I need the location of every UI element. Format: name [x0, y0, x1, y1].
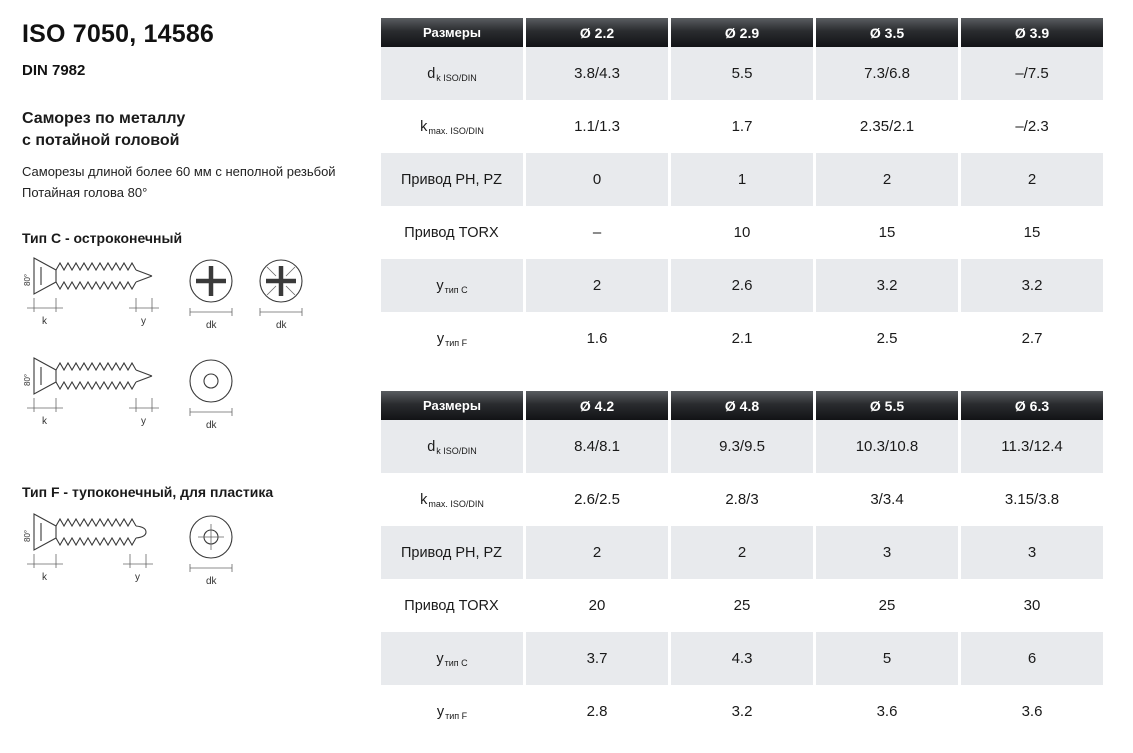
table-cell: 2.8/3 [671, 473, 813, 526]
type-c-drawing-row-2 [22, 354, 242, 438]
table-cell: – [526, 206, 668, 259]
row-label: Привод PH, PZ [381, 153, 523, 206]
table-cell: 3/3.4 [816, 473, 958, 526]
table-cell: 2.6 [671, 259, 813, 312]
screw-side-view-pointed-icon [22, 354, 172, 438]
angle-80-label: 80° [23, 273, 32, 286]
table-cell: 3.2 [671, 685, 813, 738]
product-name [22, 108, 185, 151]
table-header-row [381, 391, 1103, 420]
row-label: у тип F [381, 685, 523, 738]
tables-area [381, 18, 1103, 738]
table-cell: 9.3/9.5 [671, 420, 813, 473]
table-cell: –/7.5 [961, 47, 1103, 100]
table-cell: 25 [671, 579, 813, 632]
header-diameter: Ø 3.9 [961, 18, 1103, 47]
dim-y-label: y [141, 416, 146, 427]
product-name-line2: с потайной головой [22, 131, 180, 149]
table-cell: 11.3/12.4 [961, 420, 1103, 473]
table-cell: 15 [816, 206, 958, 259]
table-cell: 2 [816, 153, 958, 206]
table-cell: 2.7 [961, 312, 1103, 365]
table-cell: 20 [526, 579, 668, 632]
row-label: у тип C [381, 632, 523, 685]
table-cell: 2.6/2.5 [526, 473, 668, 526]
table-cell: 1.6 [526, 312, 668, 365]
din-subtitle: DIN 7982 [22, 62, 86, 79]
table-cell: 10 [671, 206, 813, 259]
dim-dk-label: dk [206, 420, 217, 431]
table-cell: 2.1 [671, 312, 813, 365]
row-label: d k ISO/DIN [381, 420, 523, 473]
table-cell: 25 [816, 579, 958, 632]
row-label: k max. ISO/DIN [381, 473, 523, 526]
angle-80-label: 80° [23, 373, 32, 386]
row-label: d k ISO/DIN [381, 47, 523, 100]
type-c-label: Тип C - остроконечный [22, 230, 183, 246]
table-cell: 3.6 [961, 685, 1103, 738]
table-cell: 2.5 [816, 312, 958, 365]
table-row-drive-torx [381, 206, 1103, 259]
table-cell: 3.2 [961, 259, 1103, 312]
header-diameter: Ø 5.5 [816, 391, 958, 420]
table-cell: 3 [816, 526, 958, 579]
table-row-kmax [381, 100, 1103, 153]
table-cell: –/2.3 [961, 100, 1103, 153]
table-cell: 3.6 [816, 685, 958, 738]
table-cell: 2.35/2.1 [816, 100, 958, 153]
page-title: ISO 7050, 14586 [22, 20, 215, 48]
dim-y-label: y [135, 572, 140, 583]
table-cell: 2 [526, 526, 668, 579]
row-label: у тип F [381, 312, 523, 365]
table-row-kmax [381, 473, 1103, 526]
header-diameter: Ø 3.5 [816, 18, 958, 47]
head-view-phillips-icon [180, 254, 242, 338]
header-sizes: Размеры [381, 18, 523, 47]
dim-dk-label: dk [206, 320, 217, 331]
dim-y-label: y [141, 316, 146, 327]
table-cell: 7.3/6.8 [816, 47, 958, 100]
table-cell: 3.7 [526, 632, 668, 685]
screw-side-view-blunt-icon [22, 510, 172, 594]
size-table-large-diameters [381, 391, 1103, 738]
dim-dk-label: dk [206, 576, 217, 587]
dim-k-label: k [42, 316, 47, 327]
head-view-pozidriv-icon [250, 254, 312, 338]
row-label: у тип C [381, 259, 523, 312]
table-cell: 5 [816, 632, 958, 685]
table-cell: 15 [961, 206, 1103, 259]
row-label: k max. ISO/DIN [381, 100, 523, 153]
head-view-torx-icon [180, 354, 242, 438]
row-label: Привод TORX [381, 206, 523, 259]
table-cell: 1 [671, 153, 813, 206]
header-diameter: Ø 4.2 [526, 391, 668, 420]
table-row-y-type-f [381, 685, 1103, 738]
type-f-label: Тип F - тупоконечный, для пластика [22, 484, 274, 500]
table-header-row [381, 18, 1103, 47]
table-cell: 2.8 [526, 685, 668, 738]
table-cell: 1.7 [671, 100, 813, 153]
table-row-drive-ph-pz [381, 153, 1103, 206]
table-cell: 3.8/4.3 [526, 47, 668, 100]
table-cell: 0 [526, 153, 668, 206]
header-diameter: Ø 4.8 [671, 391, 813, 420]
table-cell: 2 [961, 153, 1103, 206]
table-cell: 2 [671, 526, 813, 579]
dim-dk-label: dk [276, 320, 287, 331]
header-sizes: Размеры [381, 391, 523, 420]
table-row-dk [381, 47, 1103, 100]
table-cell: 2 [526, 259, 668, 312]
table-cell: 4.3 [671, 632, 813, 685]
table-cell: 3 [961, 526, 1103, 579]
table-cell: 3.2 [816, 259, 958, 312]
row-label: Привод TORX [381, 579, 523, 632]
header-diameter: Ø 6.3 [961, 391, 1103, 420]
description-line2: Потайная голова 80° [22, 184, 148, 200]
product-name-line1: Саморез по металлу [22, 110, 186, 127]
size-table-small-diameters [381, 18, 1103, 365]
header-diameter: Ø 2.9 [671, 18, 813, 47]
angle-80-label: 80° [23, 529, 32, 542]
table-cell: 8.4/8.1 [526, 420, 668, 473]
row-label: Привод PH, PZ [381, 526, 523, 579]
table-row-dk [381, 420, 1103, 473]
product-description [22, 162, 336, 204]
table-row-y-type-c [381, 632, 1103, 685]
table-row-drive-torx [381, 579, 1103, 632]
left-panel [22, 18, 378, 738]
type-c-drawing-row-1 [22, 254, 312, 338]
table-cell: 6 [961, 632, 1103, 685]
table-cell: 10.3/10.8 [816, 420, 958, 473]
table-cell: 1.1/1.3 [526, 100, 668, 153]
type-f-drawing-row [22, 510, 242, 594]
header-diameter: Ø 2.2 [526, 18, 668, 47]
table-cell: 3.15/3.8 [961, 473, 1103, 526]
dim-k-label: k [42, 572, 47, 583]
head-view-recess-icon [180, 510, 242, 594]
description-line1: Саморезы длиной более 60 мм с неполной резьбой [22, 164, 336, 179]
table-row-y-type-f [381, 312, 1103, 365]
dim-k-label: k [42, 416, 47, 427]
table-cell: 30 [961, 579, 1103, 632]
table-row-y-type-c [381, 259, 1103, 312]
table-row-drive-ph-pz [381, 526, 1103, 579]
screw-side-view-pointed-icon [22, 254, 172, 338]
table-cell: 5.5 [671, 47, 813, 100]
